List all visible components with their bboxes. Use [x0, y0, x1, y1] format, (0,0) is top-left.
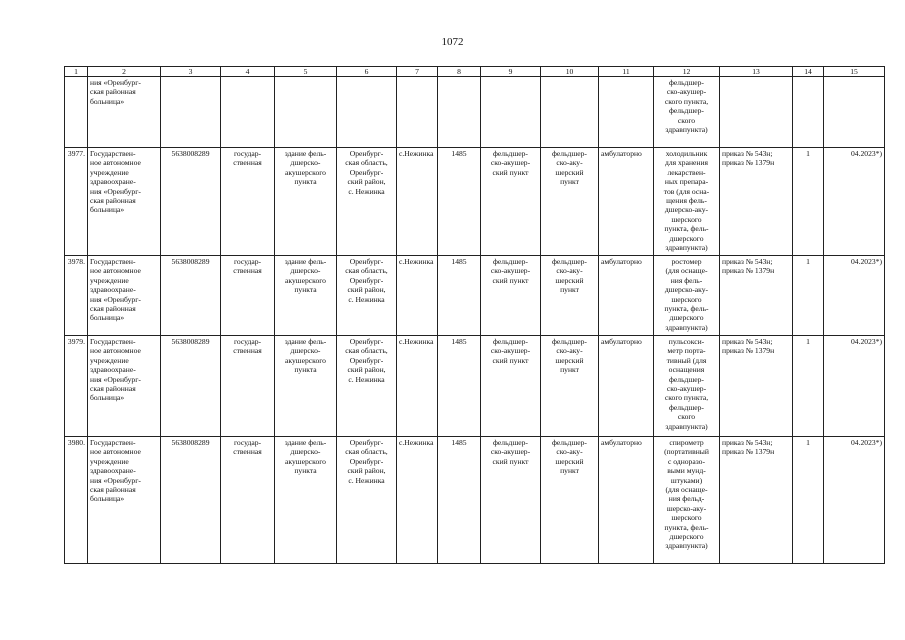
subunit-cell [541, 336, 599, 437]
equipment-line: ростомер [671, 257, 702, 266]
equipment-line: тов (для осна- [663, 186, 710, 196]
order-cell [720, 256, 793, 336]
subunit-line: пункт [560, 466, 579, 476]
population-cell: 1485 [438, 256, 481, 336]
ownership-line: государ- [233, 337, 262, 346]
care-type-cell: амбулаторно [599, 148, 654, 256]
address-line: ский район, [347, 285, 386, 295]
ownership-line: ственная [233, 158, 262, 168]
organization-line: Государствен- [90, 337, 136, 346]
organization-line: ния «Оренбург- [90, 294, 141, 304]
date-cell: 04.2023*) [824, 256, 885, 336]
organization-line: ская районная [90, 196, 136, 206]
address-line: с. Нежинка [348, 475, 385, 485]
building-line: дшерско- [290, 447, 321, 457]
order-cell [720, 336, 793, 437]
cont-equipment-line: ского [677, 115, 696, 125]
unit-line: ско-акушер- [490, 158, 531, 168]
table-row [65, 148, 885, 256]
unit-line: ско-акушер- [490, 266, 531, 276]
unit-line: ский пункт [492, 456, 529, 466]
date-cell: 04.2023*) [824, 437, 885, 564]
column-number-4: 4 [221, 67, 275, 77]
unit-cell [481, 148, 541, 256]
unit-line: фельдшер- [493, 438, 528, 447]
column-number-5: 5 [275, 67, 337, 77]
address-line: ская область, [345, 158, 388, 168]
building-line: акушерского [285, 456, 326, 466]
equipment-line: ния фельд- [668, 494, 705, 504]
column-number-7: 7 [397, 67, 438, 77]
organization-line: ное автономное [90, 266, 141, 276]
equipment-cell [654, 437, 720, 564]
unit-line: ско-акушер- [490, 346, 531, 356]
unit-cell [481, 336, 541, 437]
organization-line: ное автономное [90, 158, 141, 168]
organization-line: Государствен- [90, 149, 136, 158]
building-cell [275, 256, 337, 336]
equipment-line: шерского [671, 294, 702, 304]
unit-line: ский пункт [492, 275, 529, 285]
care-type-cell: амбулаторно [599, 437, 654, 564]
equipment-line: метр порта- [667, 346, 706, 356]
column-number-14: 14 [793, 67, 824, 77]
equipment-line: (для оснаще- [665, 485, 708, 495]
registry-table [64, 66, 885, 564]
organization-line: учреждение [90, 456, 129, 466]
subunit-line: пункт [560, 285, 579, 295]
organization-line: Государствен- [90, 257, 136, 266]
ownership-line: ственная [233, 266, 262, 276]
equipment-line: фельдшер- [669, 402, 704, 412]
equipment-line: с одноразо- [667, 456, 706, 466]
cont-equipment-cell [654, 77, 720, 148]
column-number-10: 10 [541, 67, 599, 77]
order-cell [720, 148, 793, 256]
unit-cell [481, 256, 541, 336]
quantity-cell: 1 [793, 336, 824, 437]
unit-cell [481, 437, 541, 564]
address-cell [337, 256, 397, 336]
building-line: пункта [294, 177, 317, 187]
population-cell: 1485 [438, 336, 481, 437]
organization-cell [88, 148, 161, 256]
equipment-cell [654, 256, 720, 336]
equipment-line: (портативный [664, 447, 709, 457]
row-number-cell: 3980. [65, 437, 88, 564]
settlement-cell: с.Нежинка [397, 148, 438, 256]
cont-org-line: больница» [90, 96, 125, 106]
inn-cell: 5638008289 [161, 437, 221, 564]
organization-line: здравоохране- [90, 466, 136, 476]
date-cell: 04.2023*) [824, 336, 885, 437]
order-line: приказ № 1379н [722, 266, 775, 276]
subunit-line: ско-аку- [556, 447, 583, 457]
order-line: приказ № 1379н [722, 346, 775, 356]
unit-line: фельдшер- [493, 149, 528, 158]
building-cell [275, 336, 337, 437]
column-number-15: 15 [824, 67, 885, 77]
equipment-cell [654, 148, 720, 256]
building-cell [275, 148, 337, 256]
unit-line: ско-акушер- [490, 447, 531, 457]
organization-line: Государствен- [90, 438, 136, 447]
subunit-line: пункт [560, 177, 579, 187]
inn-cell: 5638008289 [161, 336, 221, 437]
address-line: ский район, [347, 177, 386, 187]
organization-line: больница» [90, 393, 125, 403]
care-type-cell: амбулаторно [599, 336, 654, 437]
ownership-line: государ- [233, 149, 262, 158]
cont-org-line: ская районная [90, 87, 136, 97]
subunit-line: шерский [555, 355, 584, 365]
address-line: Оренбург- [349, 337, 384, 346]
unit-line: ский пункт [492, 167, 529, 177]
organization-line: здравоохране- [90, 365, 136, 375]
organization-cell [88, 336, 161, 437]
order-line: приказ № 1379н [722, 447, 775, 457]
unit-line: фельдшер- [493, 257, 528, 266]
equipment-line: ского пункта, [664, 393, 709, 403]
building-line: пункта [294, 365, 317, 375]
organization-line: здравоохране- [90, 177, 136, 187]
equipment-line: ния фель- [670, 275, 703, 285]
row-number-cell: 3978. [65, 256, 88, 336]
column-number-8: 8 [438, 67, 481, 77]
column-number-11: 11 [599, 67, 654, 77]
building-line: дшерско- [290, 158, 321, 168]
equipment-line: тивный (для [666, 355, 707, 365]
equipment-line: здравпункта) [665, 322, 708, 332]
equipment-line: ных препара- [664, 177, 709, 187]
equipment-line: холодильник [665, 149, 708, 158]
ownership-cell [221, 437, 275, 564]
address-line: Оренбург- [349, 438, 384, 447]
equipment-line: (для оснаще- [665, 266, 708, 276]
subunit-line: фельдшер- [552, 149, 587, 158]
address-line: с. Нежинка [348, 294, 385, 304]
order-line: приказ № 543н; [722, 149, 773, 158]
organization-line: учреждение [90, 355, 129, 365]
address-line: Оренбург- [349, 456, 384, 466]
building-line: здание фель- [284, 438, 327, 447]
organization-line: больница» [90, 205, 125, 215]
organization-line: учреждение [90, 167, 129, 177]
organization-cell [88, 256, 161, 336]
organization-line: здравоохране- [90, 285, 136, 295]
cont-org-line: ния «Оренбург- [90, 78, 141, 87]
order-line: приказ № 543н; [722, 337, 773, 346]
equipment-line: шерского [671, 214, 702, 224]
subunit-line: фельдшер- [552, 438, 587, 447]
ownership-line: государ- [233, 257, 262, 266]
quantity-cell: 1 [793, 256, 824, 336]
equipment-line: здравпункта) [665, 243, 708, 253]
equipment-line: здравпункта) [665, 541, 708, 551]
building-line: акушерского [285, 167, 326, 177]
equipment-line: пункта, фель- [664, 522, 709, 532]
cont-equipment-line: ского пункта, [664, 96, 709, 106]
row-number-cell: 3979. [65, 336, 88, 437]
address-line: Оренбург- [349, 167, 384, 177]
population-cell: 1485 [438, 148, 481, 256]
subunit-line: ско-аку- [556, 346, 583, 356]
ownership-cell [221, 336, 275, 437]
address-cell [337, 148, 397, 256]
unit-line: фельдшер- [493, 337, 528, 346]
table-row [65, 336, 885, 437]
organization-line: ская районная [90, 304, 136, 314]
equipment-line: пункта, фель- [664, 224, 709, 234]
equipment-line: шерского [671, 513, 702, 523]
equipment-line: штуками) [670, 475, 703, 485]
equipment-line: дшерского [669, 233, 704, 243]
equipment-line: дшерского [669, 313, 704, 323]
building-line: здание фель- [284, 257, 327, 266]
ownership-cell [221, 148, 275, 256]
address-line: с. Нежинка [348, 374, 385, 384]
page-number: 1072 [441, 36, 464, 48]
subunit-cell [541, 148, 599, 256]
column-number-6: 6 [337, 67, 397, 77]
ownership-line: государ- [233, 438, 262, 447]
order-cell [720, 437, 793, 564]
care-type-cell: амбулаторно [599, 256, 654, 336]
continuation-row [65, 77, 885, 148]
organization-line: ное автономное [90, 447, 141, 457]
equipment-line: для хранения [664, 158, 709, 168]
address-line: ская область, [345, 447, 388, 457]
subunit-line: пункт [560, 365, 579, 375]
subunit-line: шерский [555, 456, 584, 466]
organization-line: ская районная [90, 384, 136, 394]
address-line: ский район, [347, 466, 386, 476]
organization-line: ния «Оренбург- [90, 475, 141, 485]
address-line: с. Нежинка [348, 186, 385, 196]
column-number-3: 3 [161, 67, 221, 77]
ownership-line: ственная [233, 346, 262, 356]
equipment-line: шерско-аку- [666, 503, 707, 513]
equipment-line: здравпункта) [665, 421, 708, 431]
order-line: приказ № 543н; [722, 257, 773, 266]
row-number-cell: 3977. [65, 148, 88, 256]
column-number-2: 2 [88, 67, 161, 77]
equipment-line: щения фель- [666, 196, 707, 206]
cont-org-cell [88, 77, 161, 148]
ownership-cell [221, 256, 275, 336]
organization-line: ния «Оренбург- [90, 186, 141, 196]
organization-cell [88, 437, 161, 564]
column-number-13: 13 [720, 67, 793, 77]
building-line: пункта [294, 285, 317, 295]
equipment-line: дшерского [669, 532, 704, 542]
subunit-line: шерский [555, 275, 584, 285]
ownership-line: ственная [233, 447, 262, 457]
subunit-line: фельдшер- [552, 257, 587, 266]
equipment-line: дшерско-аку- [664, 285, 709, 295]
organization-line: ное автономное [90, 346, 141, 356]
organization-line: учреждение [90, 275, 129, 285]
column-number-row [65, 67, 885, 77]
date-cell: 04.2023*) [824, 148, 885, 256]
building-line: акушерского [285, 355, 326, 365]
column-number-9: 9 [481, 67, 541, 77]
address-line: Оренбург- [349, 355, 384, 365]
address-line: Оренбург- [349, 275, 384, 285]
organization-line: ния «Оренбург- [90, 374, 141, 384]
address-line: Оренбург- [349, 257, 384, 266]
address-cell [337, 336, 397, 437]
equipment-line: пульсокси- [668, 337, 705, 346]
column-number-12: 12 [654, 67, 720, 77]
order-line: приказ № 1379н [722, 158, 775, 168]
table-row [65, 437, 885, 564]
equipment-line: ского [677, 412, 696, 422]
settlement-cell: с.Нежинка [397, 437, 438, 564]
cont-equipment-line: фельдшер- [669, 106, 704, 116]
table-row [65, 256, 885, 336]
organization-line: ская районная [90, 485, 136, 495]
cont-equipment-line: фельдшер- [669, 78, 704, 87]
quantity-cell: 1 [793, 148, 824, 256]
equipment-cell [654, 336, 720, 437]
building-line: дшерско- [290, 346, 321, 356]
inn-cell: 5638008289 [161, 256, 221, 336]
equipment-line: ско-акушер- [666, 384, 707, 394]
subunit-line: ско-аку- [556, 158, 583, 168]
order-line: приказ № 543н; [722, 438, 773, 447]
subunit-cell [541, 256, 599, 336]
building-cell [275, 437, 337, 564]
organization-line: больница» [90, 494, 125, 504]
settlement-cell: с.Нежинка [397, 256, 438, 336]
settlement-cell: с.Нежинка [397, 336, 438, 437]
population-cell: 1485 [438, 437, 481, 564]
inn-cell: 5638008289 [161, 148, 221, 256]
building-line: дшерско- [290, 266, 321, 276]
address-cell [337, 437, 397, 564]
equipment-line: пункта, фель- [664, 304, 709, 314]
subunit-line: ско-аку- [556, 266, 583, 276]
equipment-line: спирометр [669, 438, 704, 447]
column-number-1: 1 [65, 67, 88, 77]
equipment-line: выми мунд- [667, 466, 706, 476]
cont-equipment-line: здравпункта) [665, 125, 708, 135]
organization-line: больница» [90, 313, 125, 323]
address-line: ский район, [347, 365, 386, 375]
address-line: ская область, [345, 266, 388, 276]
address-line: ская область, [345, 346, 388, 356]
cont-equipment-line: ско-акушер- [666, 87, 707, 97]
equipment-line: дшерско-аку- [664, 205, 709, 215]
address-line: Оренбург- [349, 149, 384, 158]
equipment-line: оснащения [668, 365, 705, 375]
quantity-cell: 1 [793, 437, 824, 564]
equipment-line: лекарствен- [667, 167, 706, 177]
equipment-line: фельдшер- [669, 374, 704, 384]
building-line: акушерского [285, 275, 326, 285]
unit-line: ский пункт [492, 355, 529, 365]
building-line: пункта [294, 466, 317, 476]
building-line: здание фель- [284, 149, 327, 158]
building-line: здание фель- [284, 337, 327, 346]
subunit-line: фельдшер- [552, 337, 587, 346]
subunit-line: шерский [555, 167, 584, 177]
subunit-cell [541, 437, 599, 564]
